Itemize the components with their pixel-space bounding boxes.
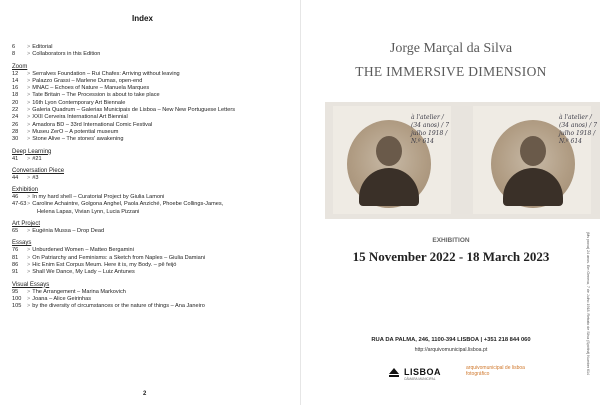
index-entry[interactable] bbox=[12, 194, 294, 201]
index-entry[interactable] bbox=[12, 122, 294, 129]
lisboa-logo bbox=[387, 365, 441, 379]
handwritten-note-left: à l'atelier / (34 anos) / 7 julho 1918 / N.º 614 bbox=[411, 114, 450, 145]
exhibition-label: EXHIBITION bbox=[432, 237, 470, 244]
entry-title: Caroline Achaintre, Golgona Anghel, Paola Anziché, Phoebe Collings-James, bbox=[32, 201, 224, 208]
index-entry[interactable] bbox=[12, 289, 294, 296]
arquivo-logo bbox=[466, 365, 525, 377]
index-entry[interactable] bbox=[12, 78, 294, 85]
chevron-right-icon: > bbox=[27, 174, 31, 181]
entry-title: Editorial bbox=[32, 44, 53, 50]
entry-page-number: 24 bbox=[12, 114, 19, 121]
index-entry[interactable] bbox=[12, 136, 294, 143]
portrait-body-left bbox=[359, 168, 419, 206]
index-entry[interactable] bbox=[12, 255, 294, 262]
entry-title: In my hard shell – Curatorial Project by Giulia Lamoni bbox=[32, 194, 165, 201]
photo-card-left bbox=[333, 106, 451, 214]
entry-title: XXII Cerveira International Art Biennial bbox=[32, 114, 128, 121]
entry-page-number: 47-63 bbox=[12, 201, 27, 208]
chevron-right-icon: > bbox=[27, 269, 31, 276]
entry-title: On Patriarchy and Feminisms: a Sketch from Naples – Giulia Damiani bbox=[32, 254, 206, 261]
section-heading: Zoom bbox=[12, 63, 28, 70]
exhibition-ad-page bbox=[300, 0, 600, 405]
entry-page-number: 81 bbox=[12, 254, 19, 261]
portrait-photograph bbox=[325, 102, 600, 219]
entry-title: The Arrangement – Marina Markovich bbox=[32, 288, 126, 295]
entry-title: Serralves Foundation – Rui Chafes: Arriving without leaving bbox=[32, 70, 180, 77]
entry-page-number: 14 bbox=[12, 77, 19, 84]
entry-title: Eugénia Mussa – Drop Dead bbox=[32, 228, 105, 235]
entry-page-number: 22 bbox=[12, 107, 19, 114]
entry-page-number: 16 bbox=[12, 85, 19, 92]
entry-title: Tate Britain – The Procession is about to take place bbox=[32, 92, 160, 99]
entry-page-number: 8 bbox=[12, 51, 16, 58]
index-entry[interactable] bbox=[12, 51, 294, 58]
exhibition-title: THE IMMERSIVE DIMENSION bbox=[355, 64, 547, 79]
entry-title: #21 bbox=[32, 155, 42, 162]
index-entry[interactable] bbox=[12, 44, 294, 51]
entry-page-number: 105 bbox=[12, 303, 22, 310]
venue-address: RUA DA PALMA, 246, 1100-394 LISBOA | +351 218 844 060 bbox=[371, 337, 531, 343]
entry-page-number: 100 bbox=[12, 295, 22, 302]
index-entry[interactable] bbox=[12, 71, 294, 78]
handwritten-note-right: à l'atelier / (34 anos) / 7 julho 1918 / N.º 614 bbox=[559, 114, 598, 145]
entry-page-number: 46 bbox=[12, 194, 19, 201]
index-entry[interactable] bbox=[12, 269, 294, 276]
section-heading: Deep Learning bbox=[12, 148, 52, 155]
entry-page-number: 12 bbox=[12, 70, 19, 77]
index-entry[interactable] bbox=[12, 228, 294, 235]
entry-page-number: 41 bbox=[12, 155, 19, 162]
chevron-right-icon: > bbox=[27, 254, 31, 261]
entry-title: Stone Alive – The stones' awakening bbox=[32, 136, 124, 143]
chevron-right-icon: > bbox=[27, 92, 31, 99]
chevron-right-icon: > bbox=[27, 261, 31, 268]
entry-title: by the diversity of circumstances or the nature of things – Ana Janeiro bbox=[32, 303, 205, 310]
exhibition-dates: 15 November 2022 - 18 March 2023 bbox=[352, 249, 550, 264]
portrait-head-left bbox=[376, 136, 402, 166]
chevron-right-icon: > bbox=[27, 303, 31, 310]
chevron-right-icon: > bbox=[27, 288, 31, 295]
chevron-right-icon: > bbox=[27, 121, 31, 128]
chevron-right-icon: > bbox=[27, 99, 31, 106]
section-heading: Conversation Piece bbox=[12, 167, 65, 174]
chevron-right-icon: > bbox=[27, 136, 31, 143]
index-entry[interactable] bbox=[12, 92, 294, 99]
chevron-right-icon: > bbox=[27, 128, 31, 135]
arquivo-logo-line1: arquivomunicipal de lisboa bbox=[466, 365, 525, 371]
lisboa-wordmark: LISBOA bbox=[404, 367, 442, 377]
entry-title: 16th Lyon Contemporary Art Biennale bbox=[32, 99, 126, 106]
entry-page-number: 18 bbox=[12, 92, 19, 99]
index-entry[interactable] bbox=[12, 107, 294, 114]
chevron-right-icon: > bbox=[27, 155, 31, 162]
section-heading: Art Project bbox=[12, 221, 41, 228]
chevron-right-icon: > bbox=[27, 114, 31, 121]
index-entry[interactable] bbox=[12, 114, 294, 121]
entry-title: Unburdened Women – Matteo Bergamini bbox=[32, 247, 134, 254]
entry-page-number: 6 bbox=[12, 44, 16, 50]
artist-name: Jorge Marçal da Silva bbox=[389, 41, 513, 56]
index-entry[interactable] bbox=[12, 100, 294, 107]
entry-page-number: 28 bbox=[12, 128, 19, 135]
entry-page-number: 76 bbox=[12, 247, 19, 254]
index-entry[interactable] bbox=[12, 129, 294, 136]
index-entry[interactable] bbox=[12, 201, 294, 208]
chevron-right-icon: > bbox=[27, 51, 31, 58]
vertical-caption: (Ms prova) 24 anos. Em Geneva, 7 de Julho 1918. Retrato de Silva (Spiritist) Number 614 bbox=[586, 232, 590, 376]
page-number: 2 bbox=[143, 391, 147, 397]
portrait-head-right bbox=[520, 136, 546, 166]
index-entry[interactable] bbox=[12, 247, 294, 254]
website-link[interactable]: http://arquivomunicipal.lisboa.pt bbox=[414, 347, 488, 353]
index-entry[interactable] bbox=[12, 296, 294, 303]
entry-title: Joana – Alice Geirinhas bbox=[32, 295, 92, 302]
section-heading: Essays bbox=[12, 240, 32, 247]
entry-page-number: 20 bbox=[12, 99, 19, 106]
arquivo-logo-line2: fotográfico bbox=[466, 371, 490, 377]
entry-page-number: 65 bbox=[12, 228, 19, 235]
index-entry[interactable] bbox=[12, 175, 294, 182]
entry-title: Museu ZerO – A potential museum bbox=[32, 128, 119, 135]
chevron-right-icon: > bbox=[27, 247, 31, 254]
chevron-right-icon: > bbox=[27, 85, 31, 92]
lisboa-subtitle: CÂMARA MUNICIPAL bbox=[404, 377, 436, 381]
entry-title: MNAC – Echoes of Nature – Manuela Marques bbox=[32, 85, 150, 92]
entry-title: Collaborators in this Edition bbox=[32, 51, 101, 58]
chevron-right-icon: > bbox=[27, 228, 31, 235]
entry-page-number: 44 bbox=[12, 174, 19, 181]
entry-title: Amadora BD – 33rd International Comic Festival bbox=[32, 121, 153, 128]
chevron-right-icon: > bbox=[27, 194, 31, 201]
index-entry[interactable] bbox=[12, 303, 294, 310]
chevron-right-icon: > bbox=[27, 70, 31, 77]
chevron-right-icon: > bbox=[27, 201, 31, 208]
table-of-contents bbox=[12, 44, 294, 310]
index-entry[interactable] bbox=[12, 262, 294, 269]
photo-card-right bbox=[473, 106, 598, 214]
entry-title: Shall We Dance, My Lady – Luiz Antunes bbox=[32, 269, 135, 276]
index-entry[interactable] bbox=[12, 209, 294, 216]
portrait-body-right bbox=[503, 168, 563, 206]
chevron-right-icon: > bbox=[27, 44, 31, 50]
entry-page-number: 86 bbox=[12, 261, 19, 268]
entry-title: Galeria Quadrum – Galerias Municipais de Lisboa – New New Portuguese Letters bbox=[32, 107, 236, 114]
entry-page-number: 26 bbox=[12, 121, 19, 128]
entry-page-number: 30 bbox=[12, 136, 19, 143]
section-heading: Exhibition bbox=[12, 187, 39, 194]
entry-title: Hic Enim Est Corpus Meum. Here it is, my Body. – pê feijó bbox=[32, 261, 177, 268]
chevron-right-icon: > bbox=[27, 77, 31, 84]
index-entry[interactable] bbox=[12, 156, 294, 163]
entry-title: #3 bbox=[32, 174, 39, 181]
section-heading: Visual Essays bbox=[12, 281, 50, 288]
lisboa-crest-icon bbox=[387, 365, 401, 379]
entry-page-number: 91 bbox=[12, 269, 19, 276]
chevron-right-icon: > bbox=[27, 107, 31, 114]
entry-page-number: 95 bbox=[12, 288, 19, 295]
chevron-right-icon: > bbox=[27, 295, 31, 302]
index-entry[interactable] bbox=[12, 85, 294, 92]
index-title: Index bbox=[132, 14, 153, 23]
entry-title: Palazzo Grassi – Marlene Dumas, open-end bbox=[32, 77, 143, 84]
entry-title: Helena Lapas, Vivian Lynn, Lucia Pizzani bbox=[37, 208, 140, 215]
